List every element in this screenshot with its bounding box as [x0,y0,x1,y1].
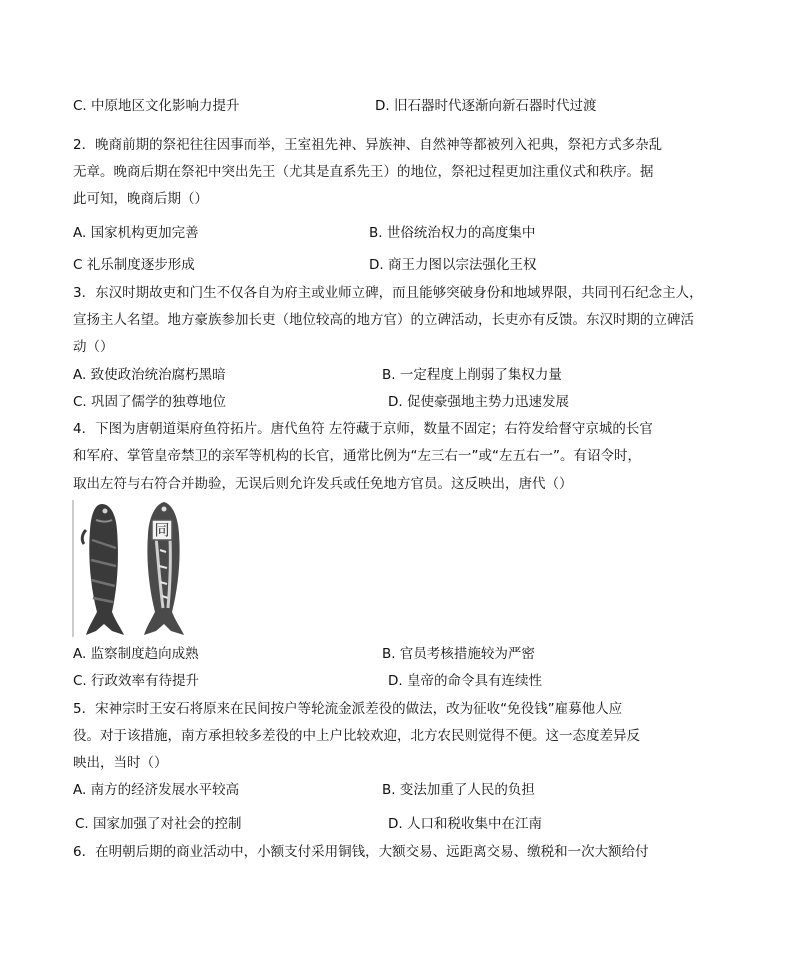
option-c: C. 行政效率有待提升 [73,673,200,689]
option-d: D. 商王力图以宗法强化王权 [369,257,537,273]
question-2-stem-line-3: 此可知，晚商后期（） [73,191,208,207]
question-3-stem-line-3: 动（） [73,339,114,355]
option-b: B. 变法加重了人民的负担 [382,782,535,798]
option-b: B. 一定程度上削弱了集权力量 [382,367,562,383]
option-c: C. 中原地区文化影响力提升 [73,98,240,114]
option-a: A. 国家机构更加完善 [73,225,199,241]
option-a: A. 监察制度趋向成熟 [73,646,199,662]
option-b: B. 世俗统治权力的高度集中 [369,225,536,241]
option-c: C. 巩固了儒学的独尊地位 [73,394,227,410]
question-3-stem-line-2: 宣扬主人名望。地方豪族参加长吏（地位较高的地方官）的立碑活动，长吏亦有反馈。东汉时期的立碑活 [73,312,694,328]
option-b: B. 官员考核措施较为严密 [382,646,535,662]
option-d: D. 旧石器时代逐渐向新石器时代过渡 [375,98,597,114]
option-c: C. 国家加强了对社会的控制 [75,816,242,832]
question-2-stem-line-2: 无章。晚商后期在祭祀中突出先王（尤其是直系先王）的地位，祭祀过程更加注重仪式和秩序。据 [73,164,654,180]
option-a: A. 致使政治统治腐朽黑暗 [73,367,226,383]
question-5-stem-line-2: 役。对于该措施，南方承担较多差役的中上户比较欢迎，北方农民则觉得不便。这一态度差异反 [73,728,640,744]
question-3-stem-line-1: 3．东汉时期故吏和门生不仅各自为府主或业师立碑，而且能够突破身份和地域界限，共同刊石纪念主人， [73,285,703,301]
tally-seal-character: 同 [154,521,170,539]
option-c: C 礼乐制度逐步形成 [73,257,195,273]
option-d: D. 皇帝的命令具有连续性 [388,673,542,689]
question-5-stem-line-3: 映出，当时（） [73,755,168,771]
question-6-stem-line-1: 6．在明朝后期的商业活动中，小额支付采用铜钱，大额交易、远距离交易、缴税和一次大额给付 [73,844,649,860]
question-5-stem-line-1: 5．宋神宗时王安石将原来在民间按户等轮流金派差役的做法，改为征收“免役钱”雇募他人应 [73,701,623,717]
option-a: A. 南方的经济发展水平较高 [73,782,240,798]
option-d: D. 人口和税收集中在江南 [388,816,542,832]
fish-tally-rubbing-image [72,500,197,637]
question-2-stem-line-1: 2．晚商前期的祭祀往往因事而举，王室祖先神、异族神、自然神等都被列入祀典，祭祀方式多杂乱 [73,137,663,153]
question-4-stem-line-3: 取出左符与右符合并勘验，无误后则允许发兵或任免地方官员。这反映出，唐代（） [73,476,573,492]
option-d: D. 促使豪强地主势力迅速发展 [388,394,569,410]
question-4-stem-line-1: 4．下图为唐朝道渠府鱼符拓片。唐代鱼符 左符藏于京师，数量不固定；右符发给督守京城的长官 [73,421,653,437]
question-4-stem-line-2: 和军府、掌管皇帝禁卫的亲军等机构的长官，通常比例为“左三右一”或“左五右一”。有诏令时， [73,448,641,464]
